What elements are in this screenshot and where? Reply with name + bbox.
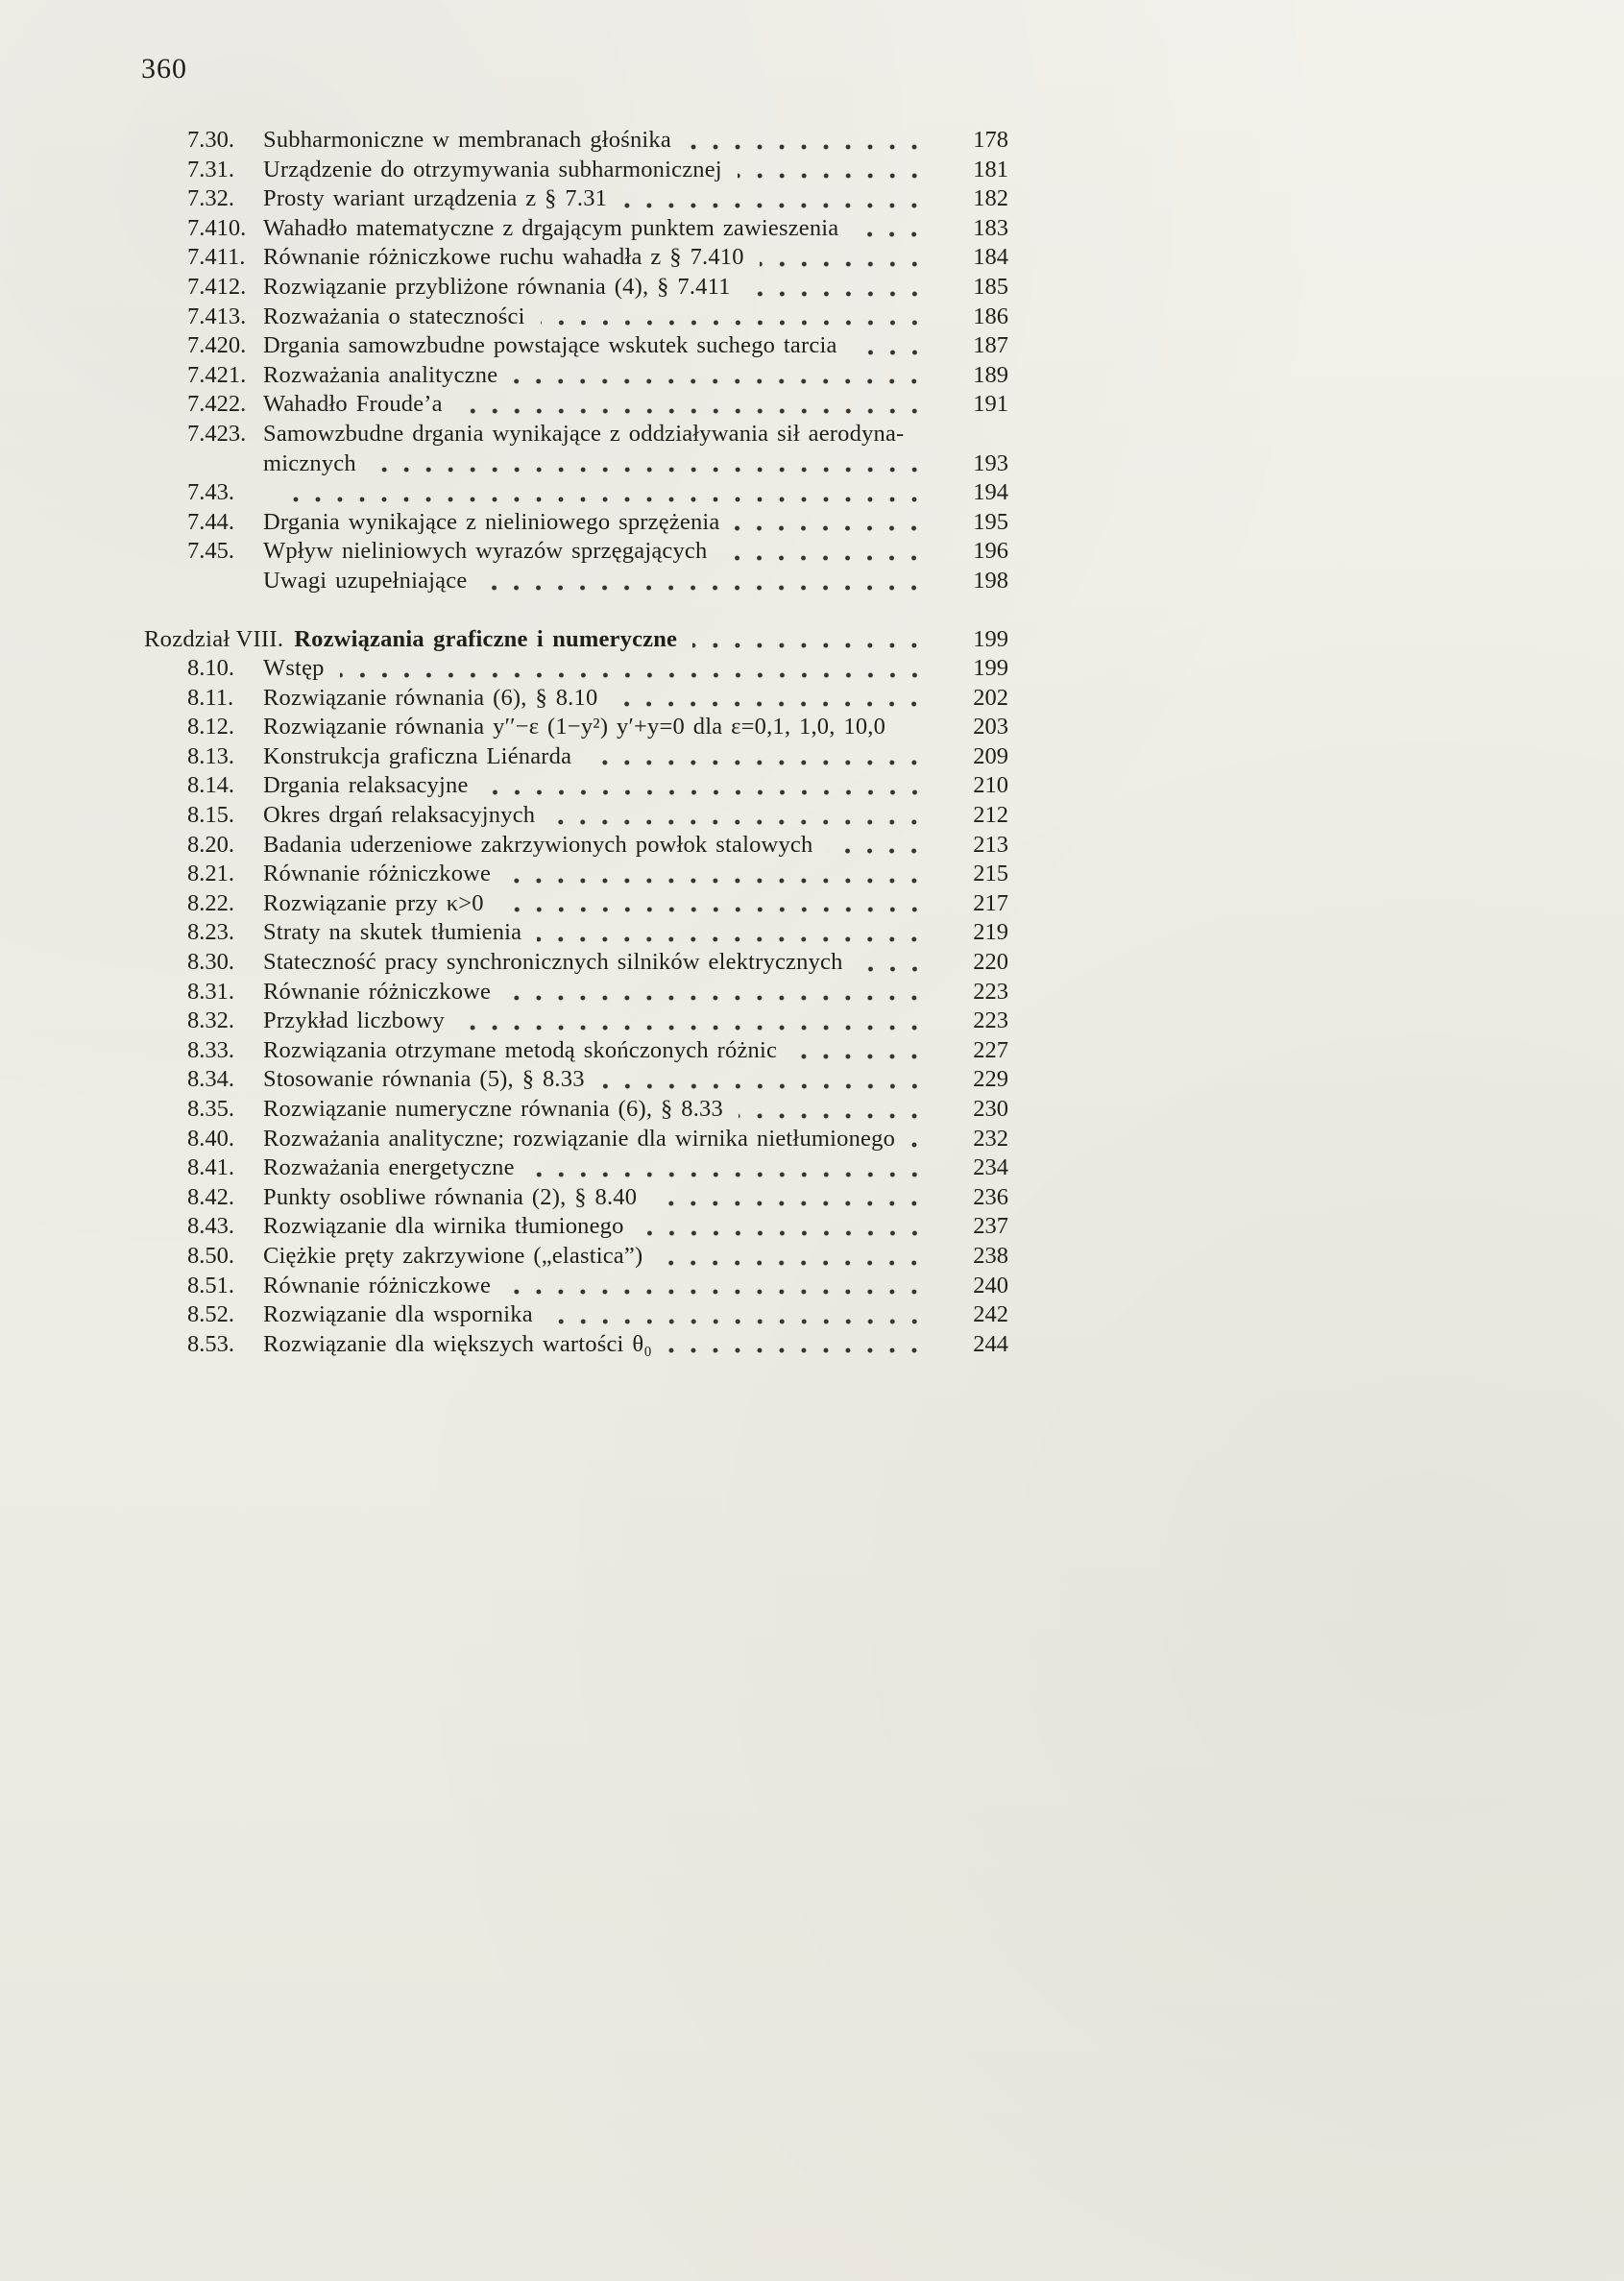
toc-entry-number: 8.34. <box>187 1066 234 1093</box>
toc-entry <box>144 508 1008 538</box>
toc-entry-title: Rozważania analityczne; rozwiązanie dla wirnika nietłumionego <box>263 1125 896 1152</box>
toc-entry-number: 8.11. <box>187 684 234 711</box>
toc-entry-page: 244 <box>973 1330 1008 1357</box>
toc-entry-title: Straty na skutek tłumienia <box>263 919 522 946</box>
toc-entry-page: 234 <box>973 1154 1008 1181</box>
toc-entry-title: Stosowanie równania (5), § 8.33 <box>263 1066 585 1093</box>
toc-entry <box>144 273 1008 303</box>
toc-entry-page: 212 <box>973 802 1008 829</box>
dot-leader <box>854 214 935 244</box>
toc-entry-title: Równanie różniczkowe ruchu wahadła z § 7.410 <box>263 244 744 271</box>
dot-leader <box>739 1095 935 1125</box>
toc-entry-title: Subharmoniczne w membranach głośnika <box>263 127 671 153</box>
toc-entry-number: 7.30. <box>187 127 234 153</box>
toc-entry <box>144 654 1008 684</box>
toc-entry-page: 195 <box>973 508 1008 535</box>
toc-entry-page: 199 <box>973 655 1008 682</box>
table-of-contents <box>144 126 1008 1359</box>
toc-entry-number: 8.10. <box>187 655 234 682</box>
dot-leader <box>687 126 935 156</box>
toc-entry <box>144 1065 1008 1095</box>
toc-entry-number: 7.413. <box>187 303 247 329</box>
dot-leader <box>828 831 935 861</box>
toc-entry-number: 8.51. <box>187 1272 234 1298</box>
toc-entry <box>144 1242 1008 1272</box>
toc-entry <box>144 948 1008 978</box>
toc-entry <box>144 713 1008 742</box>
toc-entry-page: 217 <box>973 889 1008 916</box>
toc-entry <box>144 742 1008 772</box>
dot-leader <box>506 978 935 1007</box>
toc-entry <box>144 478 1008 508</box>
toc-entry <box>144 918 1008 948</box>
toc-entry-page: 209 <box>973 742 1008 769</box>
toc-entry-number: 7.412. <box>187 273 247 300</box>
toc-entry-title: Prosty wariant urządzenia z § 7.31 <box>263 185 608 212</box>
toc-entry-number: 8.43. <box>187 1213 234 1240</box>
toc-entry-number: 8.12. <box>187 714 234 740</box>
dot-leader <box>458 390 935 420</box>
dot-leader <box>792 1036 935 1066</box>
toc-entry-title: Rozwiązanie dla wspornika <box>263 1301 533 1328</box>
toc-entry-page: 237 <box>973 1213 1008 1240</box>
toc-entry <box>144 1212 1008 1242</box>
toc-entry-number: 8.20. <box>187 831 234 858</box>
toc-entry-title: Rozwiązanie numeryczne równania (6), § 8.33 <box>263 1096 723 1122</box>
dot-leader <box>853 331 935 361</box>
toc-entry-page: 223 <box>973 978 1008 1005</box>
toc-entry-title: Rozwiązanie dla większych wartości θ₀ <box>263 1330 653 1357</box>
dot-leader <box>622 184 935 214</box>
toc-entry-number: 8.53. <box>187 1330 234 1357</box>
toc-entry-title: Punkty osobliwe równania (2), § 8.40 <box>263 1183 638 1210</box>
toc-entry-number: 8.21. <box>187 861 234 887</box>
toc-entry-number: 7.411. <box>187 244 246 271</box>
dot-leader <box>530 1153 935 1183</box>
dot-leader <box>537 918 935 948</box>
toc-entry-title: Rozważania energetyczne <box>263 1154 515 1181</box>
toc-entry-number: 7.420. <box>187 332 247 359</box>
toc-entry-number: 8.23. <box>187 919 234 946</box>
toc-entry-number: 7.423. <box>187 420 247 447</box>
toc-entry <box>144 1007 1008 1036</box>
toc-entry-title: Wahadło Froude’a <box>263 391 443 418</box>
toc-entry-page: 187 <box>973 332 1008 359</box>
toc-entry <box>144 1125 1008 1154</box>
toc-entry <box>144 1300 1008 1330</box>
toc-entry <box>144 214 1008 244</box>
toc-entry-number: 8.30. <box>187 949 234 976</box>
toc-entry-page: 202 <box>973 684 1008 711</box>
toc-entry-page: 203 <box>973 714 1008 740</box>
toc-entry-number: 8.31. <box>187 978 234 1005</box>
chapter-number: Rozdział VIII. <box>144 625 284 652</box>
toc-entry-title: Stateczność pracy synchronicznych silników elektrycznych <box>263 949 843 976</box>
dot-leader <box>722 537 935 567</box>
toc-entry-number: 8.14. <box>187 772 234 799</box>
toc-entry-number: 7.31. <box>187 156 234 182</box>
dot-leader <box>692 625 935 655</box>
toc-entry-page: 242 <box>973 1301 1008 1328</box>
toc-entry-title: Rozwiązanie równania (6), § 8.10 <box>263 684 598 711</box>
toc-entry-page: 185 <box>973 273 1008 300</box>
toc-entry-page: 198 <box>973 567 1008 594</box>
toc-entry-title: Rozważania o stateczności <box>263 303 525 329</box>
toc-entry-title: Rozwiązanie dla wirnika tłumionego <box>263 1213 624 1240</box>
toc-entry-title: Rozwiązanie przy κ>0 <box>263 889 484 916</box>
dot-leader <box>506 860 935 889</box>
toc-entry-page: 193 <box>973 449 1008 476</box>
toc-entry-page: 213 <box>973 831 1008 858</box>
toc-entry-page: 232 <box>973 1125 1008 1152</box>
dot-leader <box>482 567 935 596</box>
toc-entry-title: Wpływ nieliniowych wyrazów sprzęgających <box>263 538 708 565</box>
dot-leader <box>372 449 935 479</box>
toc-entry <box>144 1272 1008 1301</box>
toc-entry <box>144 243 1008 273</box>
toc-entry-title: Rozwiązanie równania y′′−ε (1−y²) y′+y=0 dla ε=0,1, 1,0, 10,0 <box>263 714 886 740</box>
toc-entry-title: Drgania samowzbudne powstające wskutek suchego tarcia <box>263 332 837 359</box>
toc-entry-title: Wahadło matematyczne z drgającym punktem zawieszenia <box>263 214 839 241</box>
toc-entry <box>144 390 1008 420</box>
toc-entry-number: 8.42. <box>187 1183 234 1210</box>
dot-leader <box>658 1242 935 1272</box>
dot-leader <box>550 801 935 831</box>
dot-leader <box>506 1272 935 1301</box>
toc-entry-number: 8.40. <box>187 1125 234 1152</box>
toc-entry-page: 178 <box>973 127 1008 153</box>
toc-entry <box>144 860 1008 889</box>
dot-leader <box>735 508 935 538</box>
toc-entry-page: 236 <box>973 1183 1008 1210</box>
toc-entry-page: 183 <box>973 214 1008 241</box>
toc-entry-page: 186 <box>973 303 1008 329</box>
toc-entry-page: 240 <box>973 1272 1008 1298</box>
toc-entry <box>144 831 1008 861</box>
toc-entry-number: 8.52. <box>187 1301 234 1328</box>
toc-entry-page: 229 <box>973 1066 1008 1093</box>
toc-entry-number: 7.422. <box>187 391 247 418</box>
toc-entry-number: 7.421. <box>187 361 247 388</box>
toc-entry <box>144 303 1008 332</box>
dot-leader <box>640 1212 935 1242</box>
dot-leader <box>600 1065 935 1095</box>
page-number: 360 <box>141 53 187 85</box>
dot-leader <box>738 156 935 185</box>
toc-entry-number: 7.32. <box>187 185 234 212</box>
chapter-page: 199 <box>973 625 1008 652</box>
dot-leader <box>340 654 935 684</box>
dot-leader <box>587 742 935 772</box>
toc-entry-page: 210 <box>973 772 1008 799</box>
toc-entry-number: 8.15. <box>187 802 234 829</box>
toc-entry-page: 223 <box>973 1007 1008 1034</box>
toc-entry <box>144 156 1008 185</box>
toc-entry <box>144 801 1008 831</box>
toc-entry <box>144 537 1008 567</box>
toc-entry <box>144 1036 1008 1066</box>
chapter-title: Rozwiązania graficzne i numeryczne <box>294 625 678 652</box>
toc-entry-number: 8.32. <box>187 1007 234 1034</box>
toc-entry-page: 219 <box>973 919 1008 946</box>
toc-entry <box>144 684 1008 714</box>
toc-entry <box>144 889 1008 919</box>
dot-leader <box>760 243 935 273</box>
toc-entry-page: 227 <box>973 1036 1008 1063</box>
toc-entry-title: Ciężkie pręty zakrzywione („elastica”) <box>263 1242 643 1269</box>
dot-leader <box>499 889 935 919</box>
dot-leader <box>613 684 935 714</box>
toc-entry <box>144 1183 1008 1213</box>
toc-entry-number: 8.50. <box>187 1242 234 1269</box>
toc-entry-page: 238 <box>973 1242 1008 1269</box>
toc-entry <box>144 771 1008 801</box>
toc-entry <box>144 361 1008 391</box>
dot-leader <box>548 1300 935 1330</box>
toc-entry-page: 191 <box>973 391 1008 418</box>
dot-leader <box>460 1007 935 1036</box>
toc-entry <box>144 331 1008 361</box>
toc-entry-number: 8.22. <box>187 889 234 916</box>
toc-entry-page: 230 <box>973 1096 1008 1122</box>
toc-entry-title: Równanie różniczkowe <box>263 861 492 887</box>
toc-entry-title: Urządzenie do otrzymywania subharmonicznej <box>263 156 722 182</box>
toc-entry-title: Przykład liczbowy <box>263 1007 445 1034</box>
toc-entry-title: Równanie różniczkowe <box>263 978 492 1005</box>
toc-entry-page: 196 <box>973 538 1008 565</box>
toc-entry-title: Rozwiązania otrzymane metodą skończonych różnic <box>263 1036 778 1063</box>
toc-entry-title: Rozwiązanie przybliżone równania (4), § 7.411 <box>263 273 731 300</box>
toc-entry-number: 7.44. <box>187 508 234 535</box>
toc-entry <box>144 1330 1008 1360</box>
dot-leader <box>484 771 935 801</box>
toc-entry-title: Wstęp <box>263 655 325 682</box>
toc-entry-title: Konstrukcja graficzna Liénarda <box>263 742 572 769</box>
toc-entry-title: Drgania relaksacyjne <box>263 772 469 799</box>
dot-leader <box>667 1330 935 1360</box>
toc-entry-page: 184 <box>973 244 1008 271</box>
toc-entry-page: 220 <box>973 949 1008 976</box>
toc-entry-number: 7.43. <box>187 479 234 506</box>
toc-entry-number: 8.35. <box>187 1096 234 1122</box>
toc-entry <box>144 567 1008 596</box>
toc-entry-page: 182 <box>973 185 1008 212</box>
toc-entry-title: Rozważania analityczne <box>263 361 498 388</box>
toc-entry-number: 8.33. <box>187 1036 234 1063</box>
toc-entry-number: 7.45. <box>187 538 234 565</box>
toc-entry-number: 7.410. <box>187 214 247 241</box>
toc-entry <box>144 1153 1008 1183</box>
dot-leader <box>910 1125 935 1154</box>
toc-entry <box>144 420 1008 449</box>
toc-entry-page: 189 <box>973 361 1008 388</box>
dot-leader <box>746 273 935 303</box>
toc-entry <box>144 1095 1008 1125</box>
toc-entry-title: Drgania wynikające z nieliniowego sprzężenia <box>263 508 720 535</box>
toc-entry-page: 194 <box>973 479 1008 506</box>
dot-leader <box>279 478 935 508</box>
toc-entry-number: 8.41. <box>187 1154 234 1181</box>
dot-leader <box>513 361 935 391</box>
toc-entry <box>144 184 1008 214</box>
toc-entry-page: 181 <box>973 156 1008 182</box>
toc-entry-number: 8.13. <box>187 742 234 769</box>
toc-entry-title: Uwagi uzupełniające <box>263 567 468 594</box>
toc-entry-page: 215 <box>973 861 1008 887</box>
toc-entry-title: Równanie różniczkowe <box>263 1272 492 1298</box>
toc-entry-title: micznych <box>263 449 356 476</box>
toc-entry-title: Samowzbudne drgania wynikające z oddziaływania sił aerodyna- <box>263 420 905 447</box>
dot-leader <box>541 303 935 332</box>
chapter-heading <box>144 625 1008 655</box>
toc-entry-title: Okres drgań relaksacyjnych <box>263 802 536 829</box>
toc-entry <box>144 126 1008 156</box>
dot-leader <box>859 948 935 978</box>
toc-entry-title: Badania uderzeniowe zakrzywionych powłok stalowych <box>263 831 813 858</box>
toc-entry <box>144 449 1008 479</box>
toc-entry <box>144 978 1008 1007</box>
dot-leader <box>652 1183 935 1213</box>
